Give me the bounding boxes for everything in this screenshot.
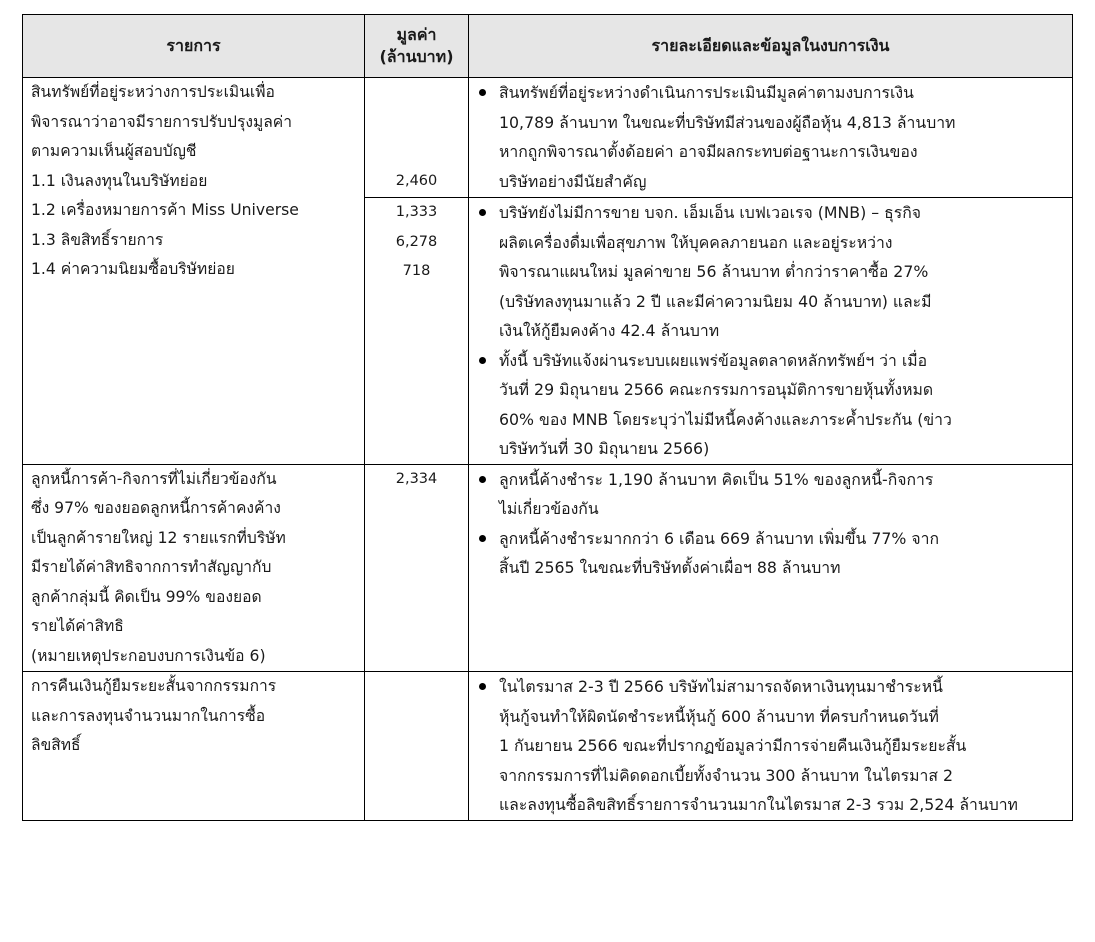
row2-item (23, 464, 365, 672)
row3-detail (469, 672, 1073, 821)
detail-line: 1 กันยายน 2566 ขณะที่ปรากฏข้อมูลว่ามีการจ่ายคืนเงินกู้ยืมระยะสั้น (499, 736, 967, 755)
table-row (23, 672, 1073, 821)
row2-item-line: (หมายเหตุประกอบงบการเงินข้อ 6) (31, 646, 266, 665)
row1-value-a (365, 78, 469, 198)
row1-value-2: 1,333 (395, 204, 438, 220)
row2-value-text: 2,334 (395, 470, 438, 487)
detail-line: จากกรรมการที่ไม่คิดดอกเบี้ยทั้งจำนวน 300 ล้านบาท ในไตรมาส 2 (499, 765, 954, 785)
detail-line: 10,789 ล้านบาท ในขณะที่บริษัทมีส่วนของผู้ถือหุ้น 4,813 ล้านบาท (499, 112, 956, 132)
row1-item-line: 1.3 ลิขสิทธิ์รายการ (31, 230, 164, 249)
detail-line: (บริษัทลงทุนมาแล้ว 2 ปี และมีค่าความนิยม 40 ล้านบาท) และมี (499, 291, 932, 311)
header-row (23, 15, 1073, 78)
list-item (477, 672, 1064, 820)
detail-line: บริษัทอย่างมีนัยสำคัญ (499, 171, 647, 191)
row2-item-line: ลูกค้ากลุ่มนี้ คิดเป็น 99% ของยอด (31, 587, 262, 606)
header-value-line1: มูลค่า (396, 25, 437, 44)
row2-item-line: รายได้ค่าสิทธิ (31, 617, 124, 635)
header-value-line2: (ล้านบาท) (379, 47, 454, 66)
financial-details-table (22, 14, 1073, 821)
detail-line: หุ้นกู้จนทำให้ผิดนัดชำระหนี้หุ้นกู้ 600 ล้านบาท ที่ครบกำหนดวันที่ (499, 706, 939, 726)
row3-item-line: ลิขสิทธิ์ (31, 736, 81, 754)
detail-line: ทั้งนี้ บริษัทแจ้งผ่านระบบเผยแพร่ข้อมูลตลาดหลักทรัพย์ฯ ว่า เมื่อ (499, 350, 928, 370)
detail-line: บริษัทวันที่ 30 มิถุนายน 2566) (499, 439, 710, 458)
row1-item-line: ตามความเห็นผู้สอบบัญชี (31, 142, 197, 160)
detail-line: หากถูกพิจารณาตั้งด้อยค่า อาจมีผลกระทบต่อฐานะการเงินของ (499, 142, 918, 161)
detail-line: สิ้นปี 2565 ในขณะที่บริษัทตั้งค่าเผื่อฯ 88 ล้านบาท (499, 558, 841, 577)
row1-value-4: 718 (402, 263, 431, 279)
detail-line: 60% ของ MNB โดยระบุว่าไม่มีหนี้คงค้างและภาระค้ำประกัน (ข่าว (499, 409, 952, 429)
detail-line: วันที่ 29 มิถุนายน 2566 คณะกรรมการอนุมัติการขายหุ้นทั้งหมด (499, 380, 934, 399)
row1-detail-a (469, 78, 1073, 198)
detail-line: และลงทุนซื้อลิขสิทธิ์รายการจำนวนมากในไตรมาส 2-3 รวม 2,524 ล้านบาท (499, 795, 1018, 814)
detail-line: ลูกหนี้ค้างชำระมากกว่า 6 เดือน 669 ล้านบาท เพิ่มขึ้น 77% จาก (499, 528, 940, 548)
detail-line: ไม่เกี่ยวข้องกัน (499, 499, 599, 518)
detail-line: บริษัทยังไม่มีการขาย บจก. เอ็มเอ็น เบฟเวอเรจ (MNB) – ธุรกิจ (499, 203, 922, 222)
row1-item (23, 78, 365, 465)
list-item (477, 524, 1064, 583)
detail-line: เงินให้กู้ยืมคงค้าง 42.4 ล้านบาท (499, 321, 720, 340)
row1-detail-b (469, 198, 1073, 465)
header-value (365, 15, 469, 78)
list-item (477, 198, 1064, 346)
row3-item-line: การคืนเงินกู้ยืมระยะสั้นจากกรรมการ (31, 677, 277, 695)
row1-item-line: 1.2 เครื่องหมายการค้า Miss Universe (31, 201, 299, 219)
header-detail: รายละเอียดและข้อมูลในงบการเงิน (469, 15, 1073, 78)
row2-item-line: มีรายได้ค่าสิทธิจากการทำสัญญากับ (31, 558, 272, 576)
detail-line: พิจารณาแผนใหม่ มูลค่าขาย 56 ล้านบาท ต่ำกว่าราคาซื้อ 27% (499, 262, 929, 281)
row3-item (23, 672, 365, 821)
list-item (477, 78, 1064, 196)
table-row (23, 78, 1073, 198)
list-item (477, 346, 1064, 464)
row1-item-line: พิจารณาว่าอาจมีรายการปรับปรุงมูลค่า (31, 112, 293, 131)
row2-item-line: เป็นลูกค้ารายใหญ่ 12 รายแรกที่บริษัท (31, 528, 286, 547)
row2-item-line: ซึ่ง 97% ของยอดลูกหนี้การค้าคงค้าง (31, 499, 281, 517)
detail-line: ลูกหนี้ค้างชำระ 1,190 ล้านบาท คิดเป็น 51% ของลูกหนี้-กิจการ (499, 469, 934, 489)
list-item (477, 465, 1064, 524)
row1-item-line: 1.1 เงินลงทุนในบริษัทย่อย (31, 171, 208, 190)
row1-value-b (365, 198, 469, 465)
detail-line: สินทรัพย์ที่อยู่ระหว่างดำเนินการประเมินมีมูลค่าตามงบการเงิน (499, 83, 914, 102)
row1-item-line: สินทรัพย์ที่อยู่ระหว่างการประเมินเพื่อ (31, 83, 275, 101)
row1-value-3: 6,278 (395, 233, 438, 250)
header-item: รายการ (23, 15, 365, 78)
row2-detail (469, 464, 1073, 672)
row1-value-1: 2,460 (395, 172, 438, 189)
row3-item-line: และการลงทุนจำนวนมากในการซื้อ (31, 706, 266, 725)
row1-item-line: 1.4 ค่าความนิยมซื้อบริษัทย่อย (31, 260, 235, 278)
row2-value (365, 464, 469, 672)
table-row (23, 464, 1073, 672)
row2-item-line: ลูกหนี้การค้า-กิจการที่ไม่เกี่ยวข้องกัน (31, 469, 277, 488)
row3-value (365, 672, 469, 821)
detail-line: ในไตรมาส 2-3 ปี 2566 บริษัทไม่สามารถจัดหาเงินทุนมาชำระหนี้ (499, 677, 943, 696)
detail-line: ผลิตเครื่องดื่มเพื่อสุขภาพ ให้บุคคลภายนอก และอยู่ระหว่าง (499, 232, 893, 252)
